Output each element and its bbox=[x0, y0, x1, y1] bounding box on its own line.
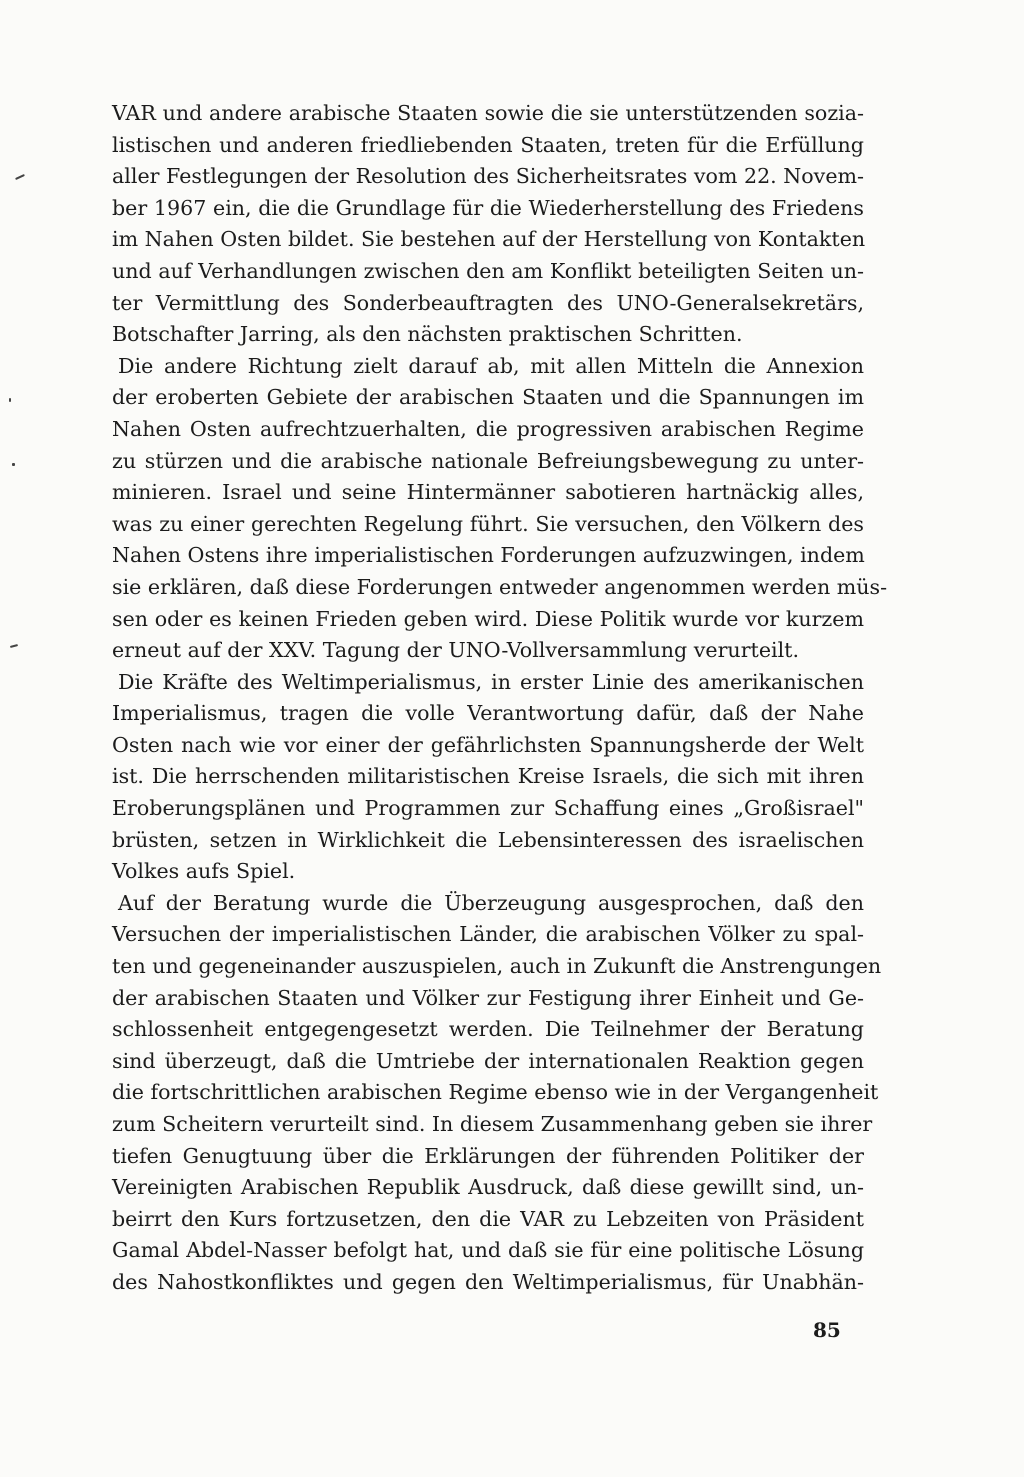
text-line: im Nahen Osten bildet. Sie bestehen auf der Herstellung von Kontakten bbox=[112, 227, 866, 252]
page-number: 85 bbox=[813, 1318, 841, 1342]
text-line: Imperialismus, tragen die volle Verantwortung dafür, daß der Nahe bbox=[112, 701, 864, 726]
text-line: Eroberungsplänen und Programmen zur Schaffung eines „Großisrael" bbox=[112, 796, 864, 821]
text-line: schlossenheit entgegengesetzt werden. Die Teilnehmer der Beratung bbox=[112, 1017, 864, 1042]
text-line: Auf der Beratung wurde die Überzeugung ausgesprochen, daß den bbox=[118, 890, 864, 915]
text-line: Botschafter Jarring, als den nächsten praktischen Schritten. bbox=[112, 322, 743, 347]
text-line: ter Vermittlung des Sonderbeauftragten des UNO-Generalsekretärs, bbox=[112, 290, 864, 315]
body-text bbox=[112, 98, 888, 1299]
text-line: Vereinigten Arabischen Republik Ausdruck, daß diese gewillt sind, un- bbox=[112, 1175, 864, 1200]
text-line: aller Festlegungen der Resolution des Sicherheitsrates vom 22. Novem- bbox=[112, 164, 864, 189]
text-line: beirrt den Kurs fortzusetzen, den die VAR zu Lebzeiten von Präsident bbox=[112, 1206, 864, 1231]
text-line: ten und gegeneinander auszuspielen, auch in Zukunft die Anstrengungen bbox=[112, 954, 882, 979]
text-line: zu stürzen und die arabische nationale Befreiungsbewegung zu unter- bbox=[112, 448, 864, 473]
text-line: Nahen Ostens ihre imperialistischen Forderungen aufzuzwingen, indem bbox=[112, 543, 865, 568]
text-line: der eroberten Gebiete der arabischen Staaten und die Spannungen im bbox=[112, 385, 864, 410]
text-line: Volkes aufs Spiel. bbox=[112, 859, 296, 884]
text-line: Nahen Osten aufrechtzuerhalten, die progressiven arabischen Regime bbox=[112, 416, 864, 441]
text-line: sen oder es keinen Frieden geben wird. Diese Politik wurde vor kurzem bbox=[112, 606, 864, 631]
text-line: und auf Verhandlungen zwischen den am Konflikt beteiligten Seiten un- bbox=[112, 258, 864, 283]
text-line: Gamal Abdel-Nasser befolgt hat, und daß sie für eine politische Lösung bbox=[112, 1238, 864, 1263]
margin-speck bbox=[12, 463, 15, 466]
text-line: ber 1967 ein, die die Grundlage für die Wiederherstellung des Friedens bbox=[112, 195, 864, 220]
text-line: brüsten, setzen in Wirklichkeit die Lebensinteressen des israelischen bbox=[112, 827, 864, 852]
text-line: VAR und andere arabische Staaten sowie die sie unterstützenden sozia- bbox=[112, 101, 864, 125]
text-line: Die andere Richtung zielt darauf ab, mit allen Mitteln die Annexion bbox=[118, 353, 864, 378]
text-line: zum Scheitern verurteilt sind. In diesem Zusammenhang geben sie ihrer bbox=[112, 1112, 873, 1136]
text-line: listischen und anderen friedliebenden Staaten, treten für die Erfüllung bbox=[112, 132, 864, 157]
text-line: tiefen Genugtuung über die Erklärungen der führenden Politiker der bbox=[112, 1143, 864, 1168]
text-line: sind überzeugt, daß die Umtriebe der internationalen Reaktion gegen bbox=[112, 1048, 864, 1073]
text-line: der arabischen Staaten und Völker zur Festigung ihrer Einheit und Ge- bbox=[112, 985, 864, 1010]
text-line: was zu einer gerechten Regelung führt. Sie versuchen, den Völkern des bbox=[112, 511, 864, 536]
text-line: erneut auf der XXV. Tagung der UNO-Vollversammlung verurteilt. bbox=[112, 638, 800, 663]
margin-speck bbox=[10, 644, 18, 648]
margin-speck bbox=[15, 174, 25, 180]
text-line: die fortschrittlichen arabischen Regime ebenso wie in der Vergangenheit bbox=[112, 1080, 879, 1105]
text-line: ist. Die herrschenden militaristischen Kreise Israels, die sich mit ihren bbox=[112, 764, 864, 789]
text-line: des Nahostkonfliktes und gegen den Weltimperialismus, für Unabhän- bbox=[112, 1269, 864, 1294]
text-line: Osten nach wie vor einer der gefährlichsten Spannungsherde der Welt bbox=[112, 732, 864, 757]
margin-speck bbox=[9, 398, 11, 402]
text-line: Die Kräfte des Weltimperialismus, in erster Linie des amerikanischen bbox=[118, 669, 864, 694]
text-line: sie erklären, daß diese Forderungen entweder angenommen werden müs- bbox=[112, 574, 888, 599]
text-line: Versuchen der imperialistischen Länder, die arabischen Völker zu spal- bbox=[112, 922, 864, 947]
text-line: minieren. Israel und seine Hintermänner sabotieren hartnäckig alles, bbox=[112, 480, 864, 505]
